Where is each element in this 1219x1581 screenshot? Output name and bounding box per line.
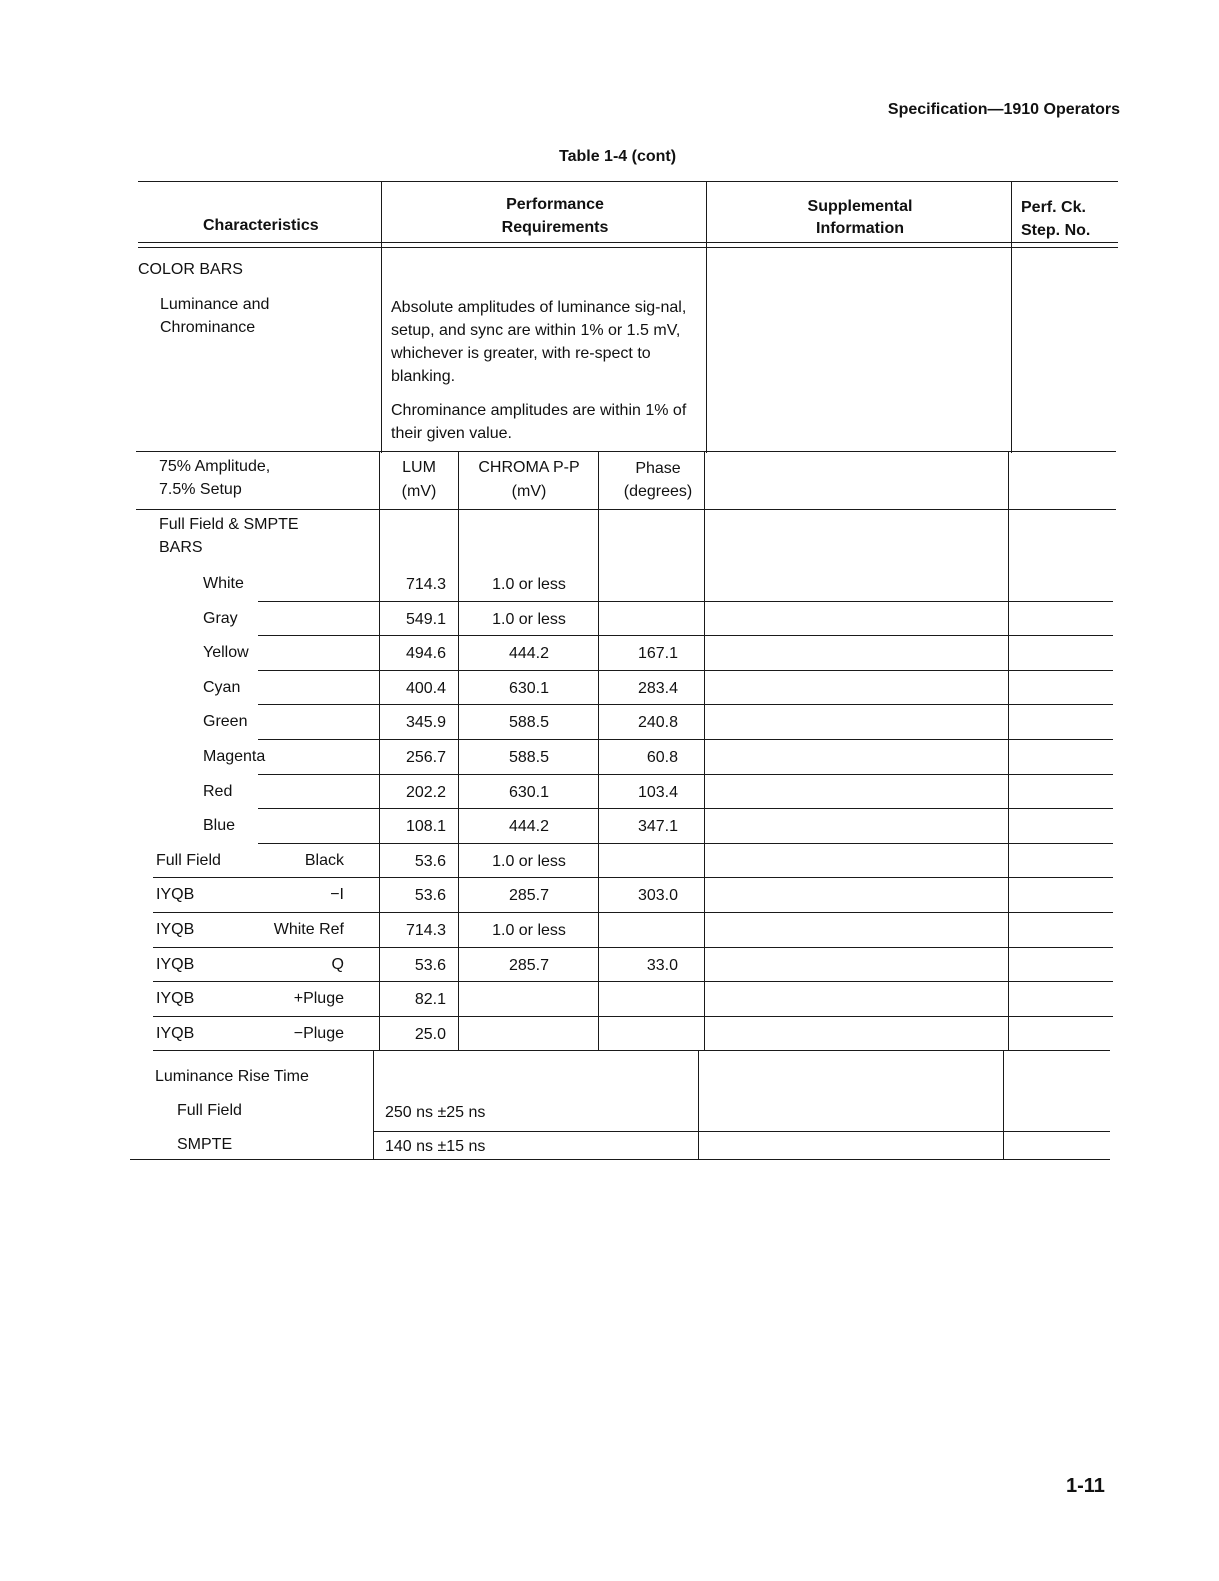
phase-value: 347.1 <box>637 818 678 836</box>
chroma-value: 444.2 <box>508 645 550 663</box>
header-supplemental-line1: Supplemental <box>807 198 913 215</box>
row-divider <box>258 774 1113 775</box>
luminance-chrominance-line1: Luminance and <box>160 296 270 313</box>
running-title: Specification—1910 Operators <box>887 101 1120 118</box>
lum-value: 256.7 <box>405 749 446 766</box>
header-characteristics: Characteristics <box>203 217 319 234</box>
phase-value: 33.0 <box>646 956 678 974</box>
row-sublabel: White Ref <box>273 921 344 938</box>
lum-value: 25.0 <box>414 1025 446 1043</box>
row-label: IYQB <box>156 886 195 904</box>
section-color-bars: COLOR BARS <box>138 261 243 278</box>
row-label: Yellow <box>203 644 249 662</box>
lum-value: 714.3 <box>405 576 446 593</box>
chroma-value: 285.7 <box>508 956 550 974</box>
phase-value: 60.8 <box>646 749 678 766</box>
rise-time-full-field-label: Full Field <box>177 1102 242 1119</box>
row-label: Red <box>203 782 233 800</box>
row-label: Green <box>203 713 248 731</box>
page-number: 1-11 <box>1066 1475 1105 1497</box>
row-divider <box>153 877 1113 878</box>
chroma-value: 1.0 or less <box>492 852 566 870</box>
lum-value: 53.6 <box>414 887 446 905</box>
row-label: Full Field <box>156 851 221 869</box>
chroma-header-line2: (mV) <box>511 483 547 500</box>
phase-value: 103.4 <box>637 783 678 801</box>
bars-group-line1: Full Field & SMPTE <box>159 516 299 533</box>
row-divider <box>258 739 1113 740</box>
row-label: IYQB <box>156 1024 195 1042</box>
row-divider <box>153 947 1113 948</box>
row-divider <box>258 601 1113 602</box>
row-divider <box>153 981 1113 982</box>
chroma-value: 1.0 or less <box>492 576 566 593</box>
lum-value: 549.1 <box>405 610 446 628</box>
row-label: IYQB <box>156 955 195 973</box>
chroma-value: 630.1 <box>508 783 550 801</box>
lum-value: 714.3 <box>405 922 446 939</box>
row-divider <box>258 843 1113 844</box>
row-label: Blue <box>203 817 236 835</box>
rise-time-smpte-label: SMPTE <box>177 1136 233 1153</box>
row-sublabel: Black <box>304 851 344 869</box>
row-divider <box>153 1016 1113 1017</box>
chroma-value: 588.5 <box>508 749 550 766</box>
chrominance-requirement: Chrominance amplitudes are within 1% of their given value. <box>391 402 687 442</box>
row-label: Cyan <box>203 678 241 696</box>
luminance-chrominance-line2: Chrominance <box>160 319 256 336</box>
header-perf-ck-line1: Perf. Ck. <box>1021 199 1086 216</box>
rise-time-title: Luminance Rise Time <box>155 1068 309 1085</box>
row-label: IYQB <box>156 921 195 938</box>
row-label: IYQB <box>156 990 195 1008</box>
header-perf-ck-line2: Step. No. <box>1021 222 1091 239</box>
row-divider <box>153 912 1113 913</box>
luminance-requirement: Absolute amplitudes of luminance sig-nal, setup, and sync are within 1% or 1.5 mV, whichever is greater, with re-spect to blanking. <box>391 299 687 385</box>
row-label: White <box>203 575 244 592</box>
lum-header-line1: LUM <box>402 459 436 476</box>
bars-group-line2: BARS <box>159 539 203 556</box>
row-divider <box>258 808 1113 809</box>
lum-value: 53.6 <box>414 956 446 974</box>
chroma-header-line1: CHROMA P-P <box>478 459 580 476</box>
chroma-value: 588.5 <box>508 714 550 732</box>
row-sublabel: −Pluge <box>293 1024 344 1042</box>
row-sublabel: Q <box>331 955 344 973</box>
row-sublabel: +Pluge <box>293 990 344 1008</box>
phase-value: 167.1 <box>637 645 678 663</box>
lum-value: 345.9 <box>405 714 446 732</box>
phase-header-line2: (degrees) <box>623 483 693 500</box>
header-performance-line2: Requirements <box>501 219 609 236</box>
chroma-value: 285.7 <box>508 887 550 905</box>
row-label: Magenta <box>203 748 266 765</box>
chroma-value: 1.0 or less <box>492 922 566 939</box>
row-divider <box>258 670 1113 671</box>
lum-value: 82.1 <box>414 991 446 1009</box>
header-supplemental-line2: Information <box>816 220 904 237</box>
header-performance-line1: Performance <box>506 196 604 213</box>
row-sublabel: −I <box>330 886 344 904</box>
phase-header-line1: Phase <box>635 460 681 477</box>
chroma-value: 444.2 <box>508 818 550 836</box>
row-divider <box>258 704 1113 705</box>
row-divider <box>258 635 1113 636</box>
lum-value: 400.4 <box>405 679 446 697</box>
amplitude-line2: 7.5% Setup <box>159 481 242 498</box>
lum-value: 53.6 <box>414 852 446 870</box>
rise-time-full-field-value: 250 ns ±25 ns <box>385 1104 486 1121</box>
chroma-value: 630.1 <box>508 679 550 697</box>
lum-header-line2: (mV) <box>401 483 437 500</box>
lum-value: 108.1 <box>405 818 446 836</box>
lum-value: 494.6 <box>405 645 446 663</box>
phase-value: 283.4 <box>637 679 678 697</box>
table-title: Table 1-4 (cont) <box>559 148 677 165</box>
row-label: Gray <box>203 609 238 627</box>
lum-value: 202.2 <box>405 783 446 801</box>
phase-value: 240.8 <box>637 714 678 732</box>
chroma-value: 1.0 or less <box>492 610 566 628</box>
rise-time-smpte-value: 140 ns ±15 ns <box>385 1138 486 1155</box>
amplitude-line1: 75% Amplitude, <box>159 458 271 475</box>
phase-value: 303.0 <box>637 887 678 905</box>
